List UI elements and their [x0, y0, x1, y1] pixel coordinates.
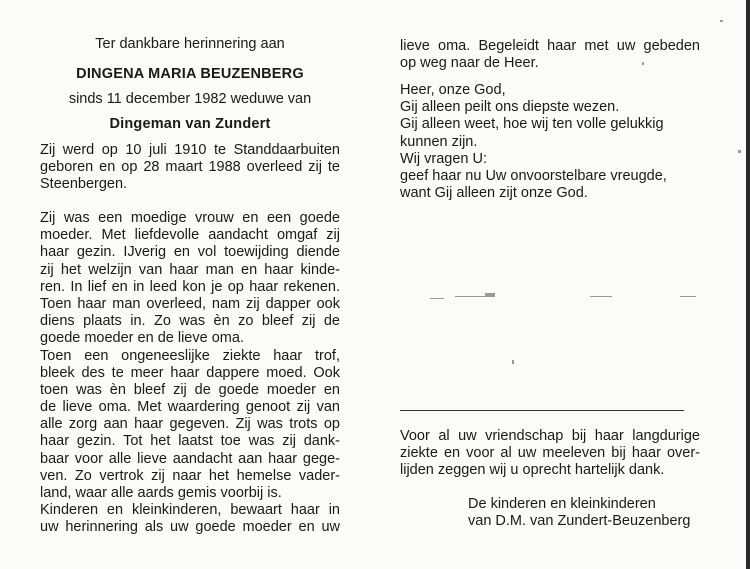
- text-line: geef haar nu Uw onvoorstelbare vreugde,: [400, 167, 667, 184]
- text-line: Toen haar man overleed, nam zij dapper ook: [40, 295, 340, 312]
- scan-speck: [455, 296, 495, 297]
- signature-block: [468, 496, 700, 530]
- life-story-paragraph: [40, 210, 340, 537]
- scan-speck: [720, 20, 723, 22]
- text-line: Wij vragen U:: [400, 150, 488, 167]
- text-line: zij het welzijn van haar man en haar kinde-: [40, 261, 340, 278]
- text-line: want Gij alleen zijt onze God.: [400, 185, 588, 202]
- text-line: lijden zeggen wij u oprecht hartelijk dank.: [400, 462, 665, 479]
- text-line: geboren en op 28 maart 1988 overleed zij te: [40, 159, 340, 176]
- widow-line: sinds 11 december 1982 weduwe van: [68, 91, 312, 107]
- scan-speck: [512, 360, 514, 364]
- scan-speck: [430, 298, 444, 299]
- text-line: toen was èn bleef zij de goede moeder en: [40, 381, 340, 398]
- intro-line: Ter dankbare herinnering aan: [95, 36, 285, 52]
- deceased-name: DINGENA MARIA BEUZENBERG: [76, 66, 304, 82]
- text-line: alle zorg aan haar gegeven. Zij was trots op: [40, 416, 340, 433]
- text-line: lieve oma. Begeleidt haar met uw gebeden: [400, 38, 700, 54]
- text-line: haar gezin. IJverig en vol toewijding diende: [40, 244, 340, 261]
- prayer-paragraph: [400, 82, 700, 202]
- text-line: Kinderen en kleinkinderen, bewaart haar in: [40, 502, 340, 519]
- husband-name: Dingeman van Zundert: [109, 116, 271, 132]
- text-line: haar gezin. Tot het laatst toe was zij dank-: [40, 433, 340, 450]
- text-line: Heer, onze God,: [400, 82, 506, 98]
- scan-edge: [746, 0, 750, 569]
- text-line: Gij alleen weet, hoe wij ten volle gelukkig: [400, 116, 664, 133]
- text-line: moeder. Met liefdevolle aandacht omgaf zij: [40, 227, 340, 244]
- text-line: ren. In lief en in leed kon je op haar rekenen.: [40, 278, 340, 295]
- signature-line: De kinderen en kleinkinderen: [468, 496, 656, 512]
- text-line: bleek des te meer haar dappere moed. Ook: [40, 364, 340, 381]
- text-line: de lieve oma. Met waardering genoot zij van: [40, 399, 340, 416]
- text-line: land, waar alle aards gemis voorbij is.: [40, 485, 282, 501]
- scan-speck: [485, 293, 495, 296]
- text-line: Zij was een moedige vrouw en een goede: [40, 210, 340, 226]
- scan-speck: [680, 296, 696, 297]
- text-line: kunnen zijn.: [400, 133, 478, 150]
- thanks-paragraph: [400, 428, 700, 480]
- text-line: diens plaats in. Zo was èn zo bleef zij de: [40, 313, 340, 330]
- text-line: Steenbergen.: [40, 176, 128, 193]
- text-line: goede moeder en de lieve oma.: [40, 330, 244, 347]
- scan-speck: [642, 62, 644, 65]
- text-line: Zij werd op 10 juli 1910 te Standdaarbuiten: [40, 142, 340, 158]
- text-line: ziekte en voor al uw meeleven bij haar over-: [400, 445, 700, 462]
- continuation-paragraph: [400, 38, 700, 72]
- text-line: Voor al uw vriendschap bij haar langdurige: [400, 428, 700, 444]
- text-line: baar voor alle lieve aandacht aan haar gege-: [40, 450, 340, 467]
- scan-speck: [738, 150, 741, 153]
- signature-line: van D.M. van Zundert-Beuzenberg: [468, 513, 691, 530]
- birth-death-paragraph: [40, 142, 340, 194]
- text-line: uw herinnering als uw goede moeder en uw: [40, 519, 340, 536]
- text-line: ven. Zo vertrok zij naar het hemelse vader-: [40, 467, 340, 484]
- divider-line: [400, 410, 684, 411]
- text-line: Toen een ongeneeslijke ziekte haar trof,: [40, 347, 340, 364]
- text-line: Gij alleen peilt ons diepste wezen.: [400, 99, 620, 116]
- scan-speck: [590, 296, 612, 297]
- text-line: op weg naar de Heer.: [400, 55, 539, 72]
